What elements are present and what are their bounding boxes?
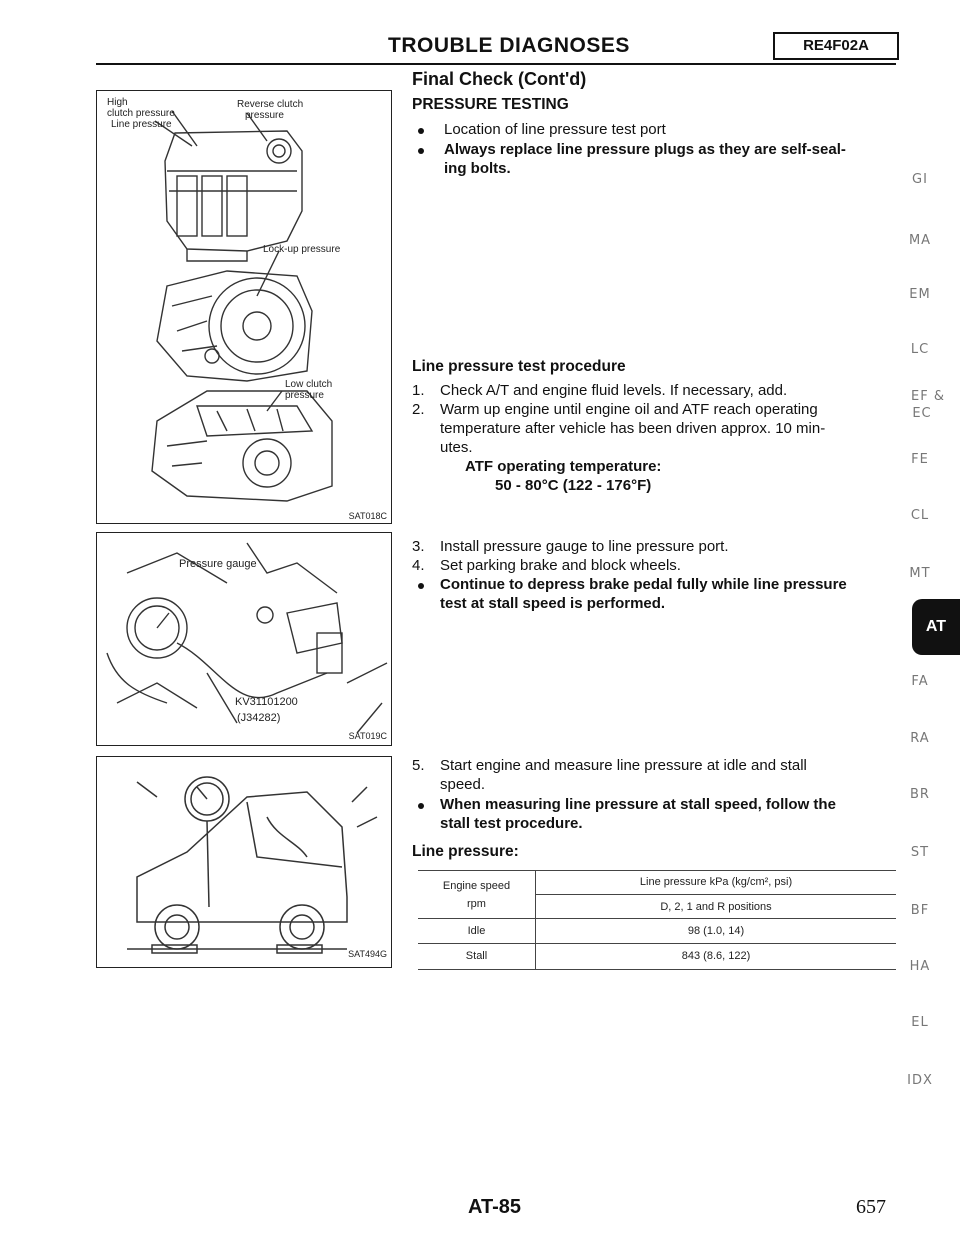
vehicle-illustration [97,757,391,967]
page-number: 657 [856,1196,886,1218]
bullet [418,583,424,589]
label-low-pressure: pressure [285,390,324,401]
step-text-cont: temperature after vehicle has been driven approx. 10 min- [440,420,826,437]
section-tab-mt[interactable]: MT [909,566,931,581]
step-number: 2. [412,401,425,418]
label-reverse-clutch: Reverse clutch [237,99,304,110]
cell-pressure: 843 (8.6, 122) [681,950,751,962]
label-reverse-pressure: pressure [245,110,284,121]
step-text: Start engine and measure line pressure at idle and stall [440,757,807,774]
atf-label: ATF operating temperature: [465,458,662,475]
step-number: 3. [412,538,425,555]
label-high-clutch: clutch pressure [107,108,175,119]
bullet-text: When measuring line pressure at stall speed, follow the [440,796,836,813]
bullet-text-cont: stall test procedure. [440,815,583,832]
figure-vehicle-gauge [96,756,392,968]
step-number: 5. [412,757,425,774]
cell-speed: Stall [465,950,488,962]
cell-speed: Idle [467,925,486,937]
section-tab-gi[interactable]: GI [912,172,928,187]
figure-code: SAT494G [348,949,387,959]
section-tab-ef[interactable]: EF & [911,389,945,404]
label-pressure-gauge: Pressure gauge [179,558,257,570]
label-low-clutch: Low clutch [285,379,333,390]
table-rule [418,918,896,919]
label-tool-number: KV31101200 [235,696,298,708]
step-number: 1. [412,382,425,399]
step-text-cont: speed. [440,776,486,793]
page-label: AT-85 [468,1196,521,1218]
line-pressure-title: Line pressure: [412,843,519,860]
section-tab-br[interactable]: BR [910,787,930,802]
section-tab-el[interactable]: EL [911,1015,929,1030]
label-lockup-pressure: Lock-up pressure [263,244,341,255]
cell-pressure: 98 (1.0, 14) [687,925,745,937]
bullet [418,128,424,134]
figure-pressure-ports [96,90,392,524]
step-text-cont: utes. [440,439,473,456]
header-rule [96,63,896,65]
section-tab-ma[interactable]: MA [908,233,932,248]
col-header-speed: Engine speed [442,880,511,892]
step-text: Install pressure gauge to line pressure port. [440,538,729,555]
col-subheader-pressure: D, 2, 1 and R positions [660,901,772,913]
label-tool-number-alt: (J34282) [237,712,281,724]
step-number: 4. [412,557,425,574]
step-text: Check A/T and engine fluid levels. If necessary, add. [440,382,788,399]
section-tab-ra[interactable]: RA [910,731,930,746]
page-title: TROUBLE DIAGNOSES [388,34,630,57]
section-tab-idx[interactable]: IDX [907,1073,933,1088]
section-title: Final Check (Cont'd) [412,69,587,89]
section-tab-at-active[interactable]: AT [912,599,960,655]
figure-code: SAT018C [348,511,387,521]
table-rule [418,870,896,871]
section-tab-em[interactable]: EM [909,287,931,302]
section-tab-lc[interactable]: LC [910,342,930,357]
atf-value: 50 - 80°C (122 - 176°F) [495,477,652,494]
table-rule [418,969,896,970]
section-tab-ec[interactable]: EC [912,406,932,421]
section-subtitle: PRESSURE TESTING [412,96,569,113]
section-tab-cl[interactable]: CL [910,508,930,523]
figure-code: SAT019C [348,731,387,741]
bullet-text: Location of line pressure test port [444,121,666,138]
section-tab-ha[interactable]: HA [909,959,931,974]
step-text: Set parking brake and block wheels. [440,557,681,574]
procedure-title: Line pressure test procedure [412,358,626,375]
col-header-pressure: Line pressure kPa (kg/cm², psi) [639,876,793,888]
section-tab-fa[interactable]: FA [911,674,929,689]
model-code-badge: RE4F02A [773,32,899,60]
table-rule [418,943,896,944]
bullet [418,803,424,809]
label-high: High [107,97,128,108]
bullet-text: Continue to depress brake pedal fully while line pressure [440,576,847,593]
figure-pressure-gauge [96,532,392,746]
section-tab-bf[interactable]: BF [910,903,930,918]
col-subheader-speed: rpm [467,898,486,910]
section-tab-st[interactable]: ST [910,845,930,860]
transaxle-illustration [97,91,391,523]
table-rule [536,894,896,895]
bullet-text: Always replace line pressure plugs as they are self-seal- [444,141,846,158]
bullet-text-cont: ing bolts. [444,160,511,177]
step-text: Warm up engine until engine oil and ATF reach operating [440,401,818,418]
label-line-pressure: Line pressure [111,119,172,130]
bullet-text-cont: test at stall speed is performed. [440,595,666,612]
section-tab-fe[interactable]: FE [911,452,929,467]
bullet [418,148,424,154]
